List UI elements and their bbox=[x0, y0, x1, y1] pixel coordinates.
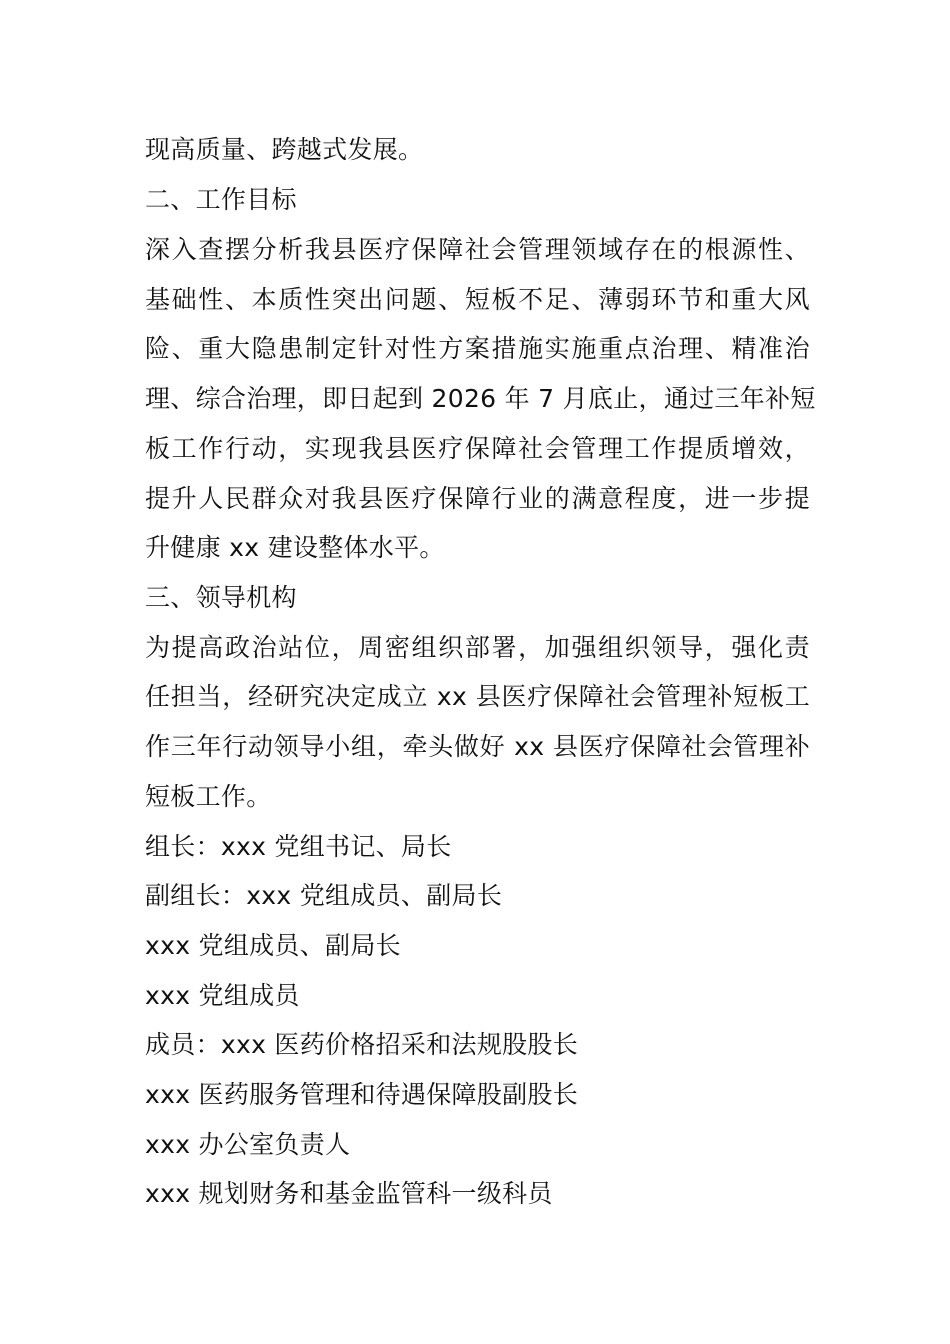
paragraph-line: 任担当，经研究决定成立 xx 县医疗保障社会管理补短板工 bbox=[145, 682, 810, 711]
section-heading-leadership: 三、领导机构 bbox=[145, 583, 297, 612]
paragraph-line: 提升人民群众对我县医疗保障行业的满意程度，进一步提 bbox=[145, 484, 810, 513]
paragraph-line: 作三年行动领导小组，牵头做好 xx 县医疗保障社会管理补 bbox=[145, 732, 810, 761]
member-line-leader: 组长：xxx 党组书记、局长 bbox=[145, 832, 452, 861]
member-line: xxx 党组成员 bbox=[145, 981, 300, 1010]
member-line-deputy-leader: 副组长：xxx 党组成员、副局长 bbox=[145, 881, 503, 910]
section-heading-work-goals: 二、工作目标 bbox=[145, 185, 297, 214]
member-line: xxx 党组成员、副局长 bbox=[145, 931, 401, 960]
paragraph-line: 短板工作。 bbox=[145, 782, 272, 811]
member-line: xxx 办公室负责人 bbox=[145, 1130, 351, 1159]
paragraph-line: 基础性、本质性突出问题、短板不足、薄弱环节和重大风 bbox=[145, 285, 810, 314]
paragraph-line: 为提高政治站位，周密组织部署，加强组织领导，强化责 bbox=[145, 633, 810, 662]
paragraph-line: 板工作行动，实现我县医疗保障社会管理工作提质增效， bbox=[145, 434, 810, 463]
paragraph-line: 深入查摆分析我县医疗保障社会管理领域存在的根源性、 bbox=[145, 235, 810, 264]
paragraph-line: 险、重大隐患制定针对性方案措施实施重点治理、精准治 bbox=[145, 334, 810, 363]
member-line-members: 成员：xxx 医药价格招采和法规股股长 bbox=[145, 1030, 579, 1059]
member-line: xxx 医药服务管理和待遇保障股副股长 bbox=[145, 1080, 579, 1109]
paragraph-line: 现高质量、跨越式发展。 bbox=[145, 135, 424, 164]
member-line: xxx 规划财务和基金监管科一级科员 bbox=[145, 1179, 553, 1208]
paragraph-line: 理、综合治理，即日起到 2026 年 7 月底止，通过三年补短 bbox=[145, 384, 816, 413]
paragraph-line: 升健康 xx 建设整体水平。 bbox=[145, 533, 445, 562]
